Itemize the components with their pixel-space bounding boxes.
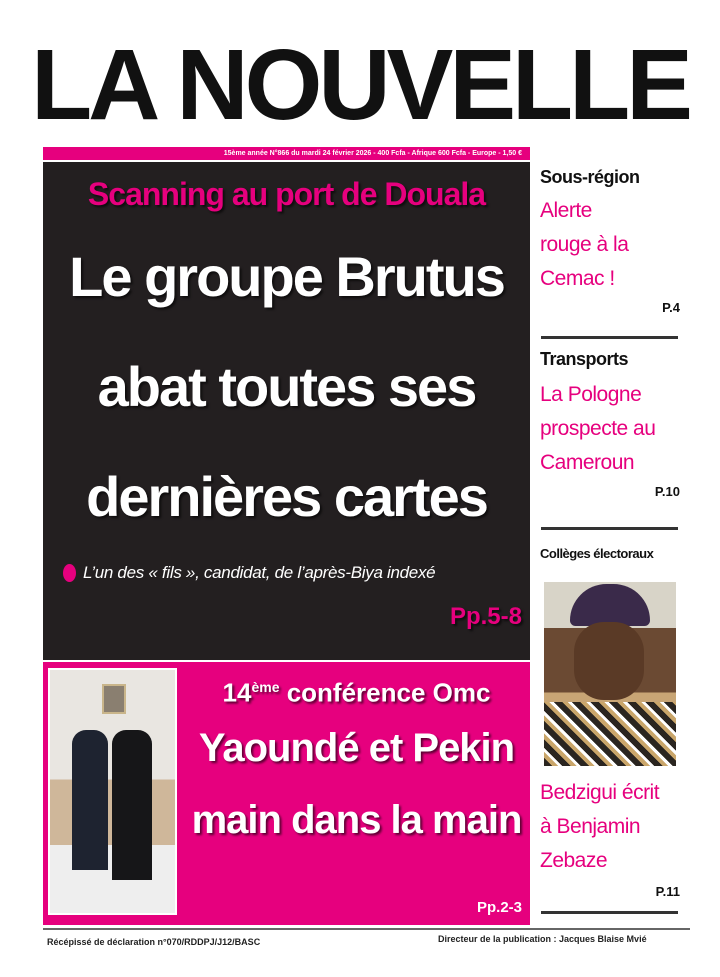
footer-registration: Récépissé de déclaration n°070/RDDPJ/J12/BASC	[47, 937, 261, 947]
person-right	[112, 730, 152, 880]
main-kicker: Scanning au port de Douala	[87, 176, 486, 212]
main-headline-line: dernières cartes	[86, 465, 487, 528]
traditional-robe	[544, 702, 676, 766]
sidebar-headline-line: Cameroun	[540, 451, 635, 474]
sidebar-story-3	[540, 544, 680, 564]
divider	[541, 911, 678, 914]
sidebar-kicker: Collèges électoraux	[540, 546, 654, 561]
divider	[541, 527, 678, 530]
face	[574, 622, 644, 700]
second-headline-line: main dans la main	[191, 798, 522, 842]
sidebar-headline-line: rouge à la	[540, 233, 629, 256]
main-headline-line: Le groupe Brutus	[69, 245, 504, 308]
masthead-title: LA NOUVELLE	[31, 29, 689, 141]
main-story	[43, 162, 530, 660]
sidebar-kicker: Sous-région	[540, 167, 640, 187]
bullet-icon	[63, 564, 76, 582]
diplomats-handshake-photo	[48, 668, 177, 915]
second-story	[43, 662, 530, 925]
sidebar-story-3-headline	[540, 776, 680, 900]
main-pages: Pp.5-8	[449, 603, 522, 630]
second-kicker: 14ème conférence Omc	[222, 677, 491, 708]
portrait-photo	[544, 582, 676, 766]
sidebar-page: P.4	[662, 300, 680, 315]
sidebar-headline-line: La Pologne	[540, 383, 642, 406]
footer-rule	[43, 928, 690, 930]
portrait-frame	[102, 684, 126, 714]
main-headline-line: abat toutes ses	[97, 355, 476, 418]
second-headline	[183, 712, 530, 856]
second-headline-line: Yaoundé et Pekin	[198, 726, 515, 770]
second-pages: Pp.2-3	[476, 899, 522, 916]
sidebar-headline-line: Cemac !	[540, 267, 615, 290]
sidebar-story-2	[540, 348, 680, 500]
sidebar-headline-line: Zebaze	[540, 849, 608, 872]
sidebar-headline-line: Alerte	[540, 199, 592, 222]
sidebar-page: P.10	[654, 484, 680, 499]
sidebar-story-1	[540, 166, 680, 316]
sidebar-page: P.11	[655, 884, 680, 899]
main-subhead: L’un des « fils », candidat, de l’après-Biya indexé	[83, 563, 436, 582]
sidebar-headline-line: Bedzigui écrit	[540, 781, 660, 804]
sidebar-kicker: Transports	[540, 349, 629, 369]
issue-line: 15ème année N°866 du mardi 24 février 2026 - 400 Fcfa - Afrique 600 Fcfa - Europe - 1,50 €	[43, 147, 530, 160]
embroidered-hat	[570, 584, 650, 626]
sidebar-headline-line: prospecte au	[540, 417, 656, 440]
footer-director: Directeur de la publication : Jacques Blaise Mvié	[438, 934, 647, 944]
divider	[541, 336, 678, 339]
sidebar-headline-line: à Benjamin	[540, 815, 641, 838]
main-headline	[43, 222, 530, 552]
person-left	[72, 730, 108, 870]
